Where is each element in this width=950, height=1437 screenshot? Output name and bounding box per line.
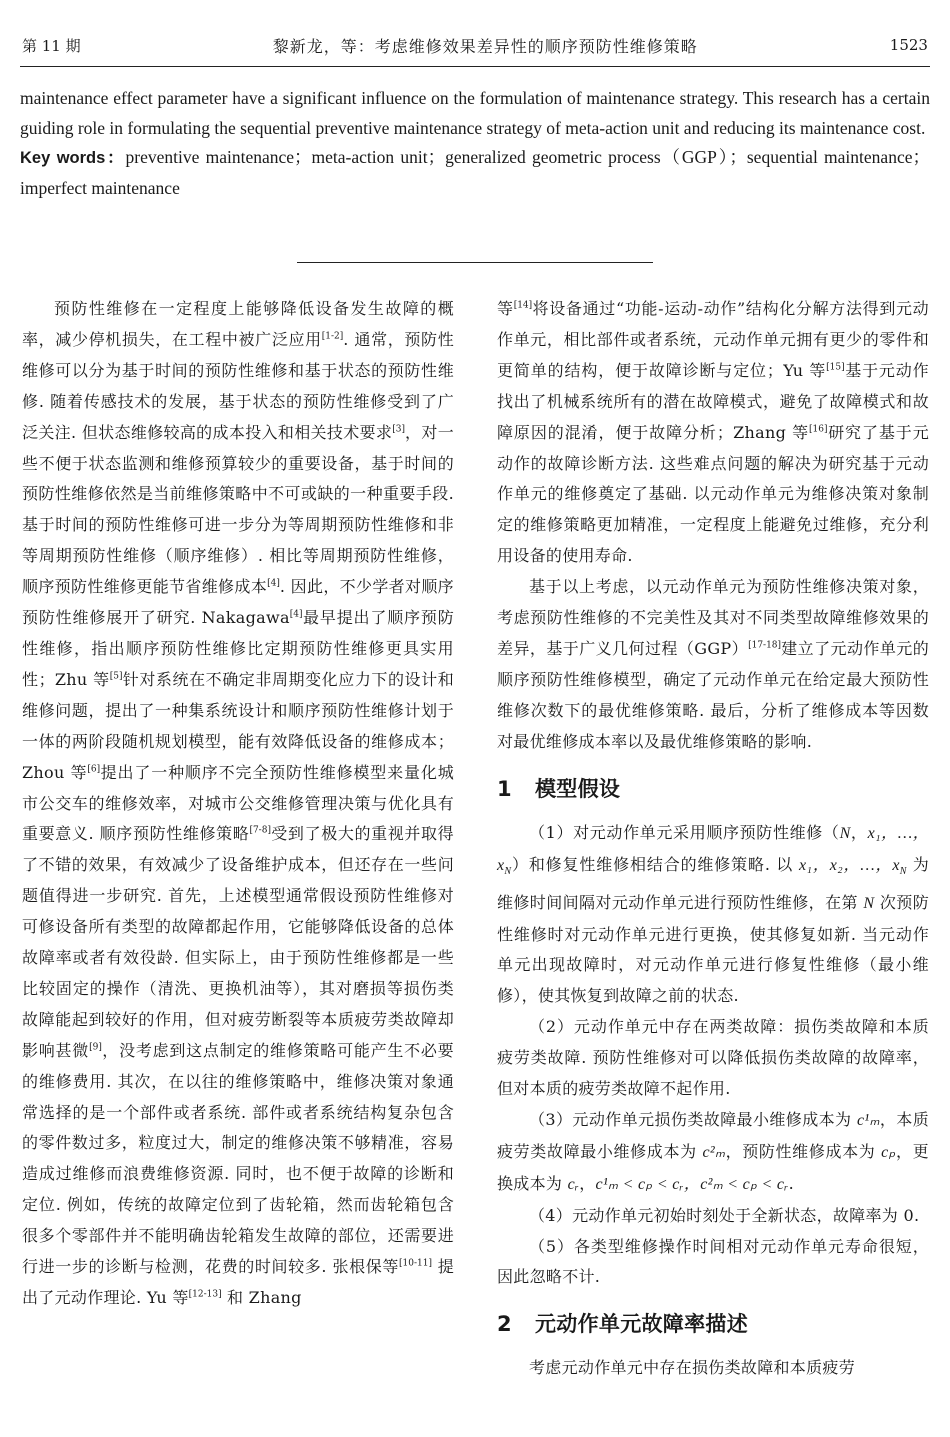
intro-paragraph: 预防性维修在一定程度上能够降低设备发生故障的概率，减少停机损失，在工程中被广泛应用[1-2]. 通常，预防性维修可以分为基于时间的预防性维修和基于状态的预防性维修. 随着传感技术的发展，基于状态的预防性维修受到了广泛关注. 但状态维修较高的成本投入和相关技术要求[3]，对一些不便于状态监测和维修预算较少的重要设备，基于时间的预防性维修依然是当前维修策略中不可或缺的一种重要手段. 基于时间的预防性维修可进一步分为等周期预防性维修和非等周期预防性维修（顺序维修）. 相比等周期预防性维修，顺序预防性维修更能节省维修成本[4]. 因此，不少学者对顺序预防性维修展开了研究. Nakagawa[4]最早提出了顺序预防性维修，指出顺序预防性维修比定期预防性维修更具实用性；Zhu 等[5]针对系统在不确定非周期变化应力下的设计和维修问题，提出了一种集系统设计和顺序预防性维修计划于一体的两阶段随机规划模型，能有效降低设备的维修成本；Zhou 等[6]提出了一种顺序不完全预防性维修模型来量化城市公交车的维修效率，对城市公交维修管理决策与优化具有重要意义. 顺序预防性维修策略[7-8]受到了极大的重视并取得了不错的效果，有效减少了设备维护成本，但还存在一些问题值得进一步研究. 首先，上述模型通常假设预防性维修对可修设备所有类型的故障都起作用，它能够降低设备的总体故障率或者有效役龄. 但实际上，由于预防性维修都是一些比较固定的操作（清洗、更换机油等），其对磨损等损伤类故障能起到较好的作用，但对疲劳断裂等本质疲劳类故障却影响甚微[9]，没考虑到这点制定的维修策略可能产生不必要的维修费用. 其次，在以往的维修策略中，维修决策对象通常选择的是一个部件或者系统. 部件或者系统结构复杂包含的零件数过多，粒度过大，制定的维修决策不够精准，容易造成过维修而浪费维修资源. 同时，也不便于故障的诊断和定位. 例如，传统的故障定位到了齿轮箱，然而齿轮箱包含很多个零部件并不能明确齿轮箱发生故障的部位，还需要进行进一步的诊断与检测，花费的时间较多. 张根保等[10-11] 提出了元动作理论. Yu 等[12-13] 和 Zhang bbox=[22, 299, 455, 1307]
assumption-4: （4）元动作单元初始时刻处于全新状态，故障率为 0. bbox=[529, 1205, 920, 1225]
section-divider bbox=[297, 262, 653, 263]
running-header bbox=[22, 30, 928, 60]
page-number: 1523 bbox=[889, 36, 928, 54]
citation[interactable]: [14] bbox=[513, 300, 533, 311]
abstract-en bbox=[20, 84, 930, 203]
abstract-text: maintenance effect parameter have a significant influence on the formulation of maintenance strategy. This research has a certain guiding role in formulating the sequential preventive maintenance strategy of meta-action unit and reducing its maintenance cost. bbox=[20, 88, 930, 138]
citation[interactable]: [6] bbox=[87, 764, 101, 775]
left-column bbox=[22, 294, 454, 1314]
citation[interactable]: [1-2] bbox=[321, 331, 344, 342]
citation[interactable]: [7-8] bbox=[249, 826, 271, 837]
citation[interactable]: [15] bbox=[826, 362, 845, 373]
citation[interactable]: [5] bbox=[109, 671, 123, 682]
intro-paragraph-cont: 等[14]将设备通过“功能-运动-动作”结构化分解方法得到元动作单元，相比部件或者系统，元动作单元拥有更少的零件和更简单的结构，便于故障诊断与定位；Yu 等[15]基于元动作找出了机械系统所有的潜在故障模式，避免了故障模式和故障原因的混淆，便于故障分析；Zhang 等[16]研究了基于元动作的故障诊断方法. 这些难点问题的解决为研究基于元动作单元的维修奠定了基础. 以元动作单元为维修决策对象制定的维修策略更加精准，一定程度上能避免过维修，充分利用设备的使用寿命. bbox=[497, 299, 929, 566]
citation[interactable]: [12-13] bbox=[188, 1289, 222, 1300]
keywords-line bbox=[20, 143, 930, 203]
assumption-2: （2）元动作单元中存在两类故障：损伤类故障和本质疲劳类故障. 预防性维修对可以降低损伤类故障的故障率，但对本质的疲劳类故障不起作用. bbox=[497, 1017, 929, 1099]
issue-label: 第 11 期 bbox=[22, 36, 81, 55]
citation[interactable]: [16] bbox=[809, 424, 828, 435]
section-heading-1: 1 模型假设 bbox=[497, 776, 621, 801]
approach-paragraph: 基于以上考虑，以元动作单元为预防性维修决策对象，考虑预防性维修的不完美性及其对不同类型故障维修效果的差异，基于广义几何过程（GGP）[17-18]建立了元动作单元的顺序预防性维修模型，确定了元动作单元在给定最大预防性维修次数下的最优维修策略. 最后，分析了维修成本等因数对最优维修成本率以及最优维修策略的影响. bbox=[497, 577, 929, 751]
assumption-3: （3）元动作单元损伤类故障最小维修成本为 c¹ₘ，本质疲劳类故障最小维修成本为 c²ₘ，预防性维修成本为 cₚ，更换成本为 cᵣ，c¹ₘ < cₚ < cᵣ，c²ₘ < cₚ < cᵣ. bbox=[497, 1109, 929, 1193]
assumption-1: （1）对元动作单元采用顺序预防性维修（N，x₁，…，$x_N$）和修复性维修相结合的维修策略. 以 x₁，x₂，…，$x_N$ 为维修时间间隔对元动作单元进行预防性维修，在第 N 次预防性维修时对元动作单元进行更换，使其修复如新. 当元动作单元出现故障时，对元动作单元进行修复性维修（最小维修），使其恢复到故障之前的状态. bbox=[497, 822, 930, 1006]
keywords-label: Key words： bbox=[20, 149, 126, 167]
citation[interactable]: [10-11] bbox=[399, 1258, 432, 1269]
running-title: 黎新龙，等：考虑维修效果差异性的顺序预防性维修策略 bbox=[272, 36, 698, 56]
assumption-5: （5）各类型维修操作时间相对元动作单元寿命很短，因此忽略不计. bbox=[497, 1236, 929, 1287]
citation[interactable]: [3] bbox=[392, 424, 405, 435]
citation[interactable]: [4] bbox=[289, 609, 303, 620]
right-column bbox=[497, 294, 929, 1384]
header-rule bbox=[20, 66, 930, 67]
citation[interactable]: [17-18] bbox=[748, 640, 782, 651]
citation[interactable]: [9] bbox=[89, 1042, 102, 1053]
section-heading-2: 2 元动作单元故障率描述 bbox=[497, 1312, 748, 1337]
citation[interactable]: [4] bbox=[267, 578, 280, 589]
keywords: preventive maintenance；meta-action unit；generalized geometric process（GGP）；sequential maintenance；imperfect maintenance bbox=[20, 147, 930, 198]
section2-paragraph: 考虑元动作单元中存在损伤类故障和本质疲劳 bbox=[529, 1358, 856, 1378]
